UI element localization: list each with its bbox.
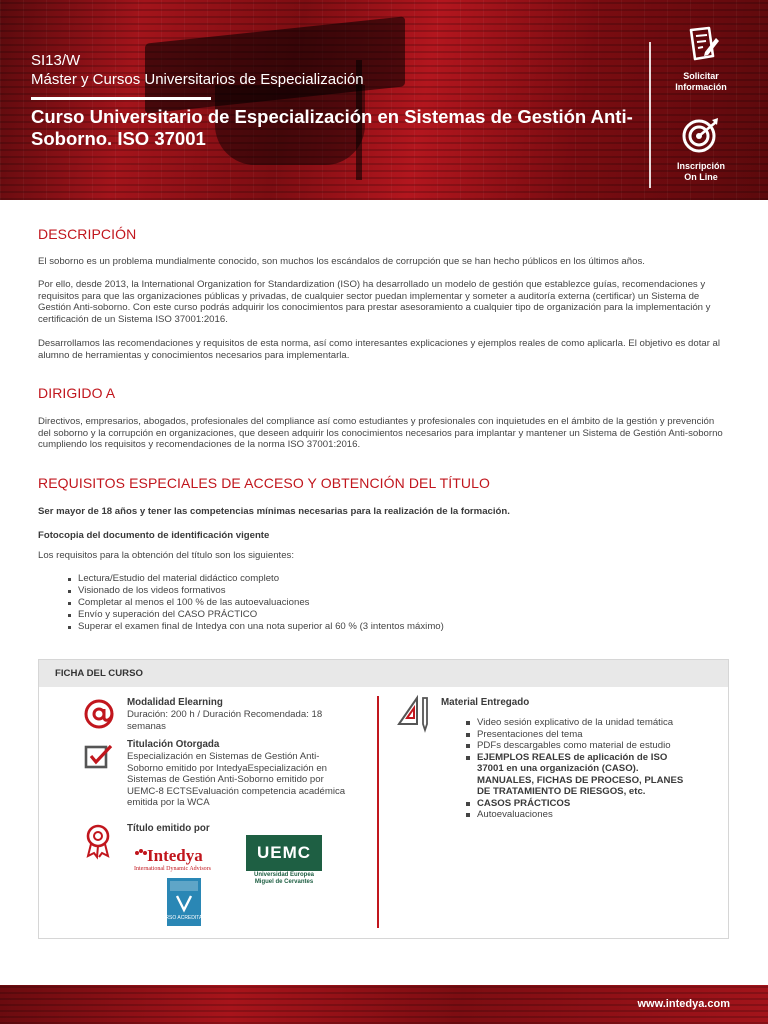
website-link[interactable]: www.intedya.com xyxy=(637,998,730,1010)
list-item: Autoevaluaciones xyxy=(465,809,695,821)
list-item: Completar al menos el 100 % de las autoevaluaciones xyxy=(66,597,706,609)
requisitos-age: Ser mayor de 18 años y tener las competencias mínimas necesarias para la realización de la formación. xyxy=(38,506,510,517)
uemc-sub-line1: Universidad Europea xyxy=(253,872,315,878)
program-subtitle: Máster y Cursos Universitarios de Especialización xyxy=(31,71,364,88)
list-item: PDFs descargables como material de estudio xyxy=(465,740,695,752)
award-ribbon-icon xyxy=(85,824,111,863)
target-arrow-icon xyxy=(656,116,746,157)
online-signup-button[interactable] xyxy=(656,116,746,183)
requisitos-intro: Los requisitos para la obtención del título son los siguientes: xyxy=(38,550,294,561)
requisitos-id-document: Fotocopia del documento de identificación vigente xyxy=(38,530,270,541)
list-item: Visionado de los videos formativos xyxy=(66,585,706,597)
titulacion-label: Titulación Otorgada xyxy=(127,739,220,750)
header-banner xyxy=(0,0,768,200)
course-sheet-divider xyxy=(377,696,379,928)
header-vertical-divider xyxy=(649,42,651,188)
course-title: Curso Universitario de Especialización en Sistemas de Gestión Anti-Soborno. ISO 37001 xyxy=(31,106,633,149)
checkbox-icon xyxy=(83,742,113,777)
requisitos-heading: REQUISITOS ESPECIALES DE ACCESO Y OBTENCIÓN DEL TÍTULO xyxy=(38,475,490,491)
requisitos-list xyxy=(66,573,706,633)
online-signup-line1: Inscripción xyxy=(676,161,725,171)
descripcion-paragraph-3: Desarrollamos las recomendaciones y requisitos de esta norma, así como interesantes explicaciones y ejemplos reales de como aplicarla. El objetivo es dotar al alumno de herramientas y conocimientos necesarios para implementarla. xyxy=(38,338,721,361)
dirigido-heading: DIRIGIDO A xyxy=(38,385,116,401)
descripcion-paragraph-1: El soborno es un problema mundialmente conocido, son muchos los escándalos de corrupción que se han hecho públicos en los últimos años. xyxy=(38,256,645,267)
intedya-logo xyxy=(132,844,235,872)
list-item: Presentaciones del tema xyxy=(465,729,695,741)
request-info-line2: Información xyxy=(675,82,727,92)
course-code: SI13/W xyxy=(31,52,81,69)
material-label: Material Entregado xyxy=(441,697,530,708)
uemc-sub-line2: Miguel de Cervantes xyxy=(254,879,314,885)
request-info-button[interactable] xyxy=(656,26,746,93)
descripcion-paragraph-2: Por ello, desde 2013, la International Organization for Standardization (ISO) ha desarrollado un modelo de gestión que establezce guías, recomendaciones y requisitos para que las organizaciones públicas y privadas, de cualquier sector puedan implementar y someter a auditoría externa (certificar) un Sistema de Gestión Anti-soborno. Con este curso podrás adquirir los conocimientos para prestar asesoramiento a cualquier tipo de organización para la implementación y certificación de un Sistema ISO 37001:2016. xyxy=(38,279,711,325)
at-sign-icon xyxy=(83,698,115,735)
accreditation-badge xyxy=(158,878,210,926)
title-divider xyxy=(31,97,211,100)
intedya-logo-text: Intedya xyxy=(147,846,203,865)
descripcion-heading: DESCRIPCIÓN xyxy=(38,226,137,242)
request-info-line1: Solicitar xyxy=(683,71,719,81)
emitido-label: Título emitido por xyxy=(127,823,210,834)
ruler-pencil-icon xyxy=(395,694,431,739)
footer-banner xyxy=(0,985,768,1024)
course-sheet-title: FICHA DEL CURSO xyxy=(55,668,143,679)
course-sheet-header xyxy=(39,660,728,687)
course-sheet xyxy=(38,659,729,939)
list-item: Superar el examen final de Intedya con una nota superior al 60 % (3 intentos máximo) xyxy=(66,621,706,633)
list-item: Envío y superación del CASO PRÁCTICO xyxy=(66,609,706,621)
titulacion-text: Especialización en Sistemas de Gestión Anti-Soborno emitido por IntedyaEspecialización en Sistemas de Gestión Anti-Soborno emitido por UEMC-8 ECTSEvaluación competencia académica emitida por la WCA xyxy=(127,751,346,808)
list-item: EJEMPLOS REALES de aplicación de ISO 37001 en una organización (CASO). MANUALES, FICHAS DE PROCESO, PLANES DE TRATAMIENTO DE RIESGOS, etc. xyxy=(465,752,695,798)
modalidad-label: Modalidad Elearning xyxy=(127,697,223,708)
online-signup-line2: On Line xyxy=(684,172,718,182)
material-list xyxy=(465,717,695,821)
uemc-logo-subtext xyxy=(246,872,322,886)
uemc-logo: UEMC xyxy=(246,835,322,871)
modalidad-text: Duración: 200 h / Duración Recomendada: 18 semanas xyxy=(127,709,323,732)
intedya-logo-subtext: International Dynamic Advisors xyxy=(134,866,211,872)
document-pencil-icon xyxy=(656,26,746,67)
dirigido-paragraph: Directivos, empresarios, abogados, profesionales del compliance así como estudiantes y profesionales con inquietudes en el ámbito de la gestión y prevención del soborno y la corrupción en organizaciones, que deseen adquirir los conocimientos necesarios para implantar y mantener un Sistema de Gestión Anti-soborno cumpliendo los requisitos y recomendaciones de la norma ISO 37001:2016. xyxy=(38,416,723,451)
list-item: CASOS PRÁCTICOS xyxy=(465,798,695,810)
list-item: Video sesión explicativo de la unidad temática xyxy=(465,717,695,729)
list-item: Lectura/Estudio del material didáctico completo xyxy=(66,573,706,585)
accreditation-badge-text: CURSO ACREDITADO xyxy=(158,915,210,921)
